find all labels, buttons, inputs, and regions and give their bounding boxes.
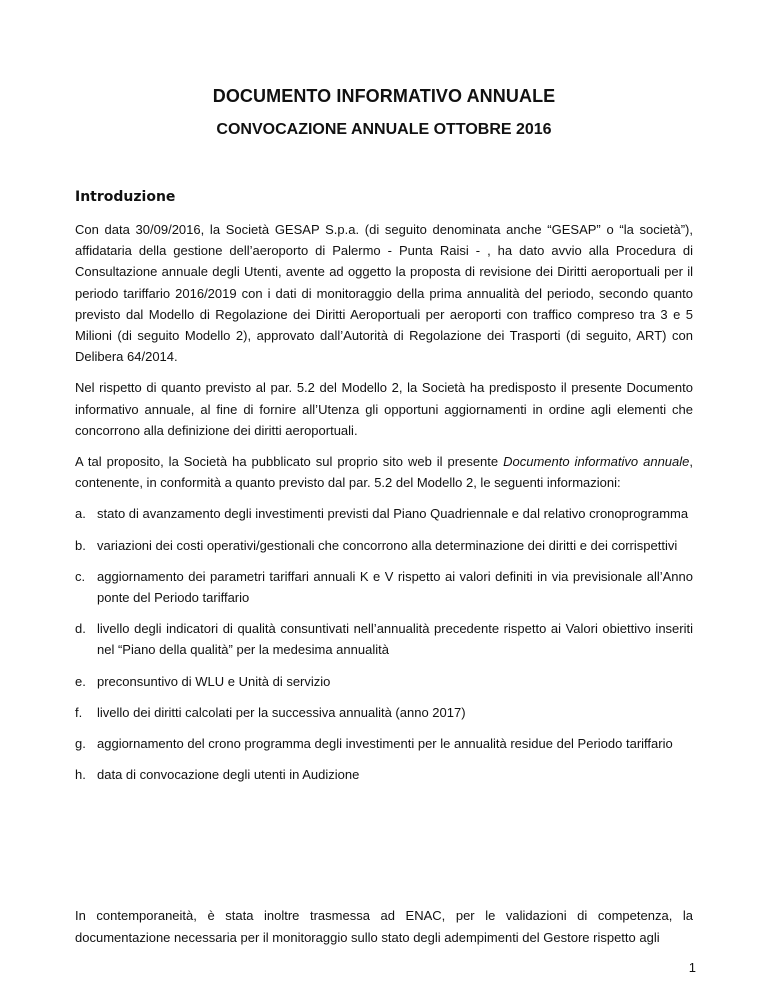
list-item-label: h. [75,767,86,783]
list-item [75,764,693,785]
list-item-label: d. [75,621,86,637]
list-item [75,671,693,692]
paragraph: Con data 30/09/2016, la Società GESAP S.p.a. (di seguito denominata anche “GESAP” o “la società”), affidataria della gestione dell’aeroporto di Palermo - Punta Raisi - , ha dato avvio alla Procedura di Consultazione annuale degli Utenti, avente ad oggetto la proposta di revisione dei Diritti aeroportuali per il periodo tariffario 2016/2019 con i dati di monitoraggio della prima annualità del periodo, secondo quanto previsto dal Modello di Regolazione dei Diritti Aeroportuali per aeroporti con traffico compreso tra 3 e 5 Milioni (di seguito Modello 2), approvato dall’Autorità di Regolazione dei Trasporti (di seguito, ART) con Delibera 64/2014. [75,222,693,365]
paragraph [75,451,693,493]
list-item [75,566,693,608]
paragraph: Nel rispetto di quanto previsto al par. 5.2 del Modello 2, la Società ha predisposto il presente Documento informativo annuale, al fine di fornire all’Utenza gli opportuni aggiornamenti in ordine agli elementi che concorrono alla definizione dei diritti aeroportuali. [75,380,693,438]
list-item-text: stato di avanzamento degli investimenti previsti dal Piano Quadriennale e dal relativo cronoprogramma [97,506,689,522]
document-subtitle: CONVOCAZIONE ANNUALE OTTOBRE 2016 [216,121,552,138]
list-item-text: livello degli indicatori di qualità consuntivati nell’annualità precedente rispetto ai Valori obiettivo inseriti nel “Piano della qualità” per la medesima annualità [97,621,693,658]
paragraph-text: , contenente, in conformità a quanto previsto dal par. 5.2 del Modello 2, le seguenti informazioni: [75,454,693,491]
closing-paragraph: In contemporaneità, è stata inoltre trasmessa ad ENAC, per le validazioni di competenza, la documentazione necessaria per il monitoraggio sullo stato degli adempimenti del Gestore rispetto agli [75,908,693,945]
list-item-text: data di convocazione degli utenti in Audizione [97,767,360,783]
list-item-label: e. [75,673,86,689]
section-heading: Introduzione [75,189,176,205]
list-item [75,733,693,754]
list-item [75,618,693,660]
list-item-text: livello dei diritti calcolati per la successiva annualità (anno 2017) [97,704,466,720]
list-item-text: aggiornamento dei parametri tariffari annuali K e V rispetto ai valori definiti in via previsionale all’Anno ponte del Periodo tariffario [97,568,693,606]
page-number: 1 [688,960,696,975]
list-item-label: b. [75,537,86,553]
list-item-label: c. [75,568,86,584]
document-body [75,219,693,958]
list-item-text: variazioni dei costi operativi/gestionali che concorrono alla determinazione dei diritti e dei corrispettivi [97,537,678,553]
list-item [75,503,693,524]
document-title: DOCUMENTO INFORMATIVO ANNUALE [212,86,556,106]
list-item [75,535,693,556]
list-item-label: f. [75,704,83,720]
list-item-label: a. [75,506,86,522]
paragraph-text: A tal proposito, la Società ha pubblicato sul proprio sito web il presente [75,454,504,470]
paragraph-italic-text: Documento informativo annuale [503,454,690,470]
list-item-label: g. [75,736,86,752]
blank-space [75,795,693,905]
list-item-text: preconsuntivo di WLU e Unità di servizio [97,673,331,689]
information-list [75,503,693,785]
list-item [75,702,693,723]
list-item-text: aggiornamento del crono programma degli investimenti per le annualità residue del Periodo tariffario [97,736,673,752]
